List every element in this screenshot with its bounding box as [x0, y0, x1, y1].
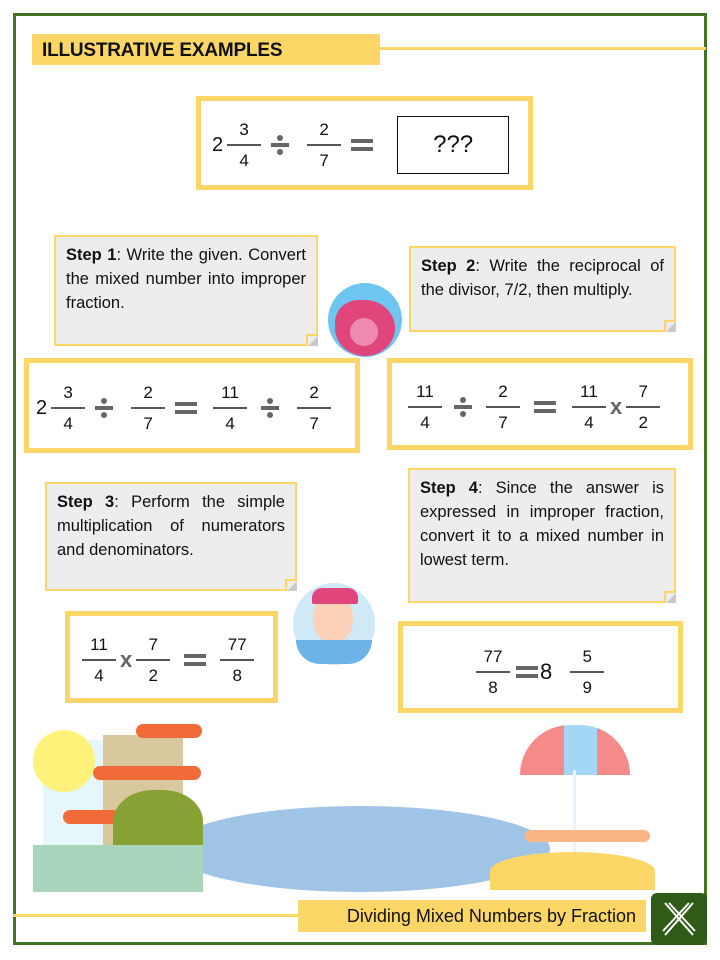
step-4-equation: $\frac{77}{8}$ 8 $\frac{5}{9}$ [472, 642, 608, 702]
lounge-chair-illustration [525, 830, 650, 842]
divide-icon [261, 398, 279, 418]
step-3-equation: $\frac{11}{4}$ x $\frac{7}{2}$ $\frac{77}{8}$ [78, 630, 258, 690]
equals-icon [184, 652, 206, 668]
header-rule [380, 47, 706, 50]
equals-icon [351, 137, 373, 153]
multiply-icon: x [120, 647, 133, 672]
step-2-equation: $\frac{11}{4}$ $\frac{2}{7}$ $\frac{11}{4}$ x $\frac{7}{2}$ [404, 377, 664, 437]
town-illustration [33, 730, 203, 892]
equals-icon [516, 664, 538, 680]
whole-number: 2 [212, 134, 224, 156]
multiply-icon: x [610, 394, 623, 419]
worksheet-title: Dividing Mixed Numbers by Fraction [298, 900, 646, 932]
step-1-equation: 2 $\frac{3}{4}$ $\frac{2}{7}$ $\frac{11}{4}$ $\frac{2}{7}$ [36, 378, 335, 438]
divide-icon [271, 135, 289, 155]
equals-icon [175, 400, 197, 416]
fraction: $\frac{3}{4}$ [227, 121, 261, 169]
step-3-note: Step 3: Perform the simple multiplication of numerators and denominators. [45, 482, 297, 591]
step-1-note: Step 1: Write the given. Convert the mixed number into improper fraction. [54, 235, 318, 346]
sand-illustration [490, 852, 655, 890]
cap-icon [312, 588, 358, 604]
equals-icon [534, 399, 556, 415]
fraction: $\frac{2}{7}$ [307, 121, 341, 169]
problem-equation [212, 115, 509, 175]
divide-icon [454, 397, 472, 417]
step-2-note: Step 2: Write the reciprocal of the divisor, 7/2, then multiply. [409, 246, 676, 332]
pencil-ruler-logo-icon [651, 893, 707, 945]
step-4-note: Step 4: Since the answer is expressed in improper fraction, convert it to a mixed number in lowest term. [408, 468, 676, 603]
divide-icon [95, 398, 113, 418]
footer-rule [13, 914, 298, 917]
section-title: ILLUSTRATIVE EXAMPLES [32, 34, 380, 65]
answer-box: ??? [397, 116, 509, 174]
